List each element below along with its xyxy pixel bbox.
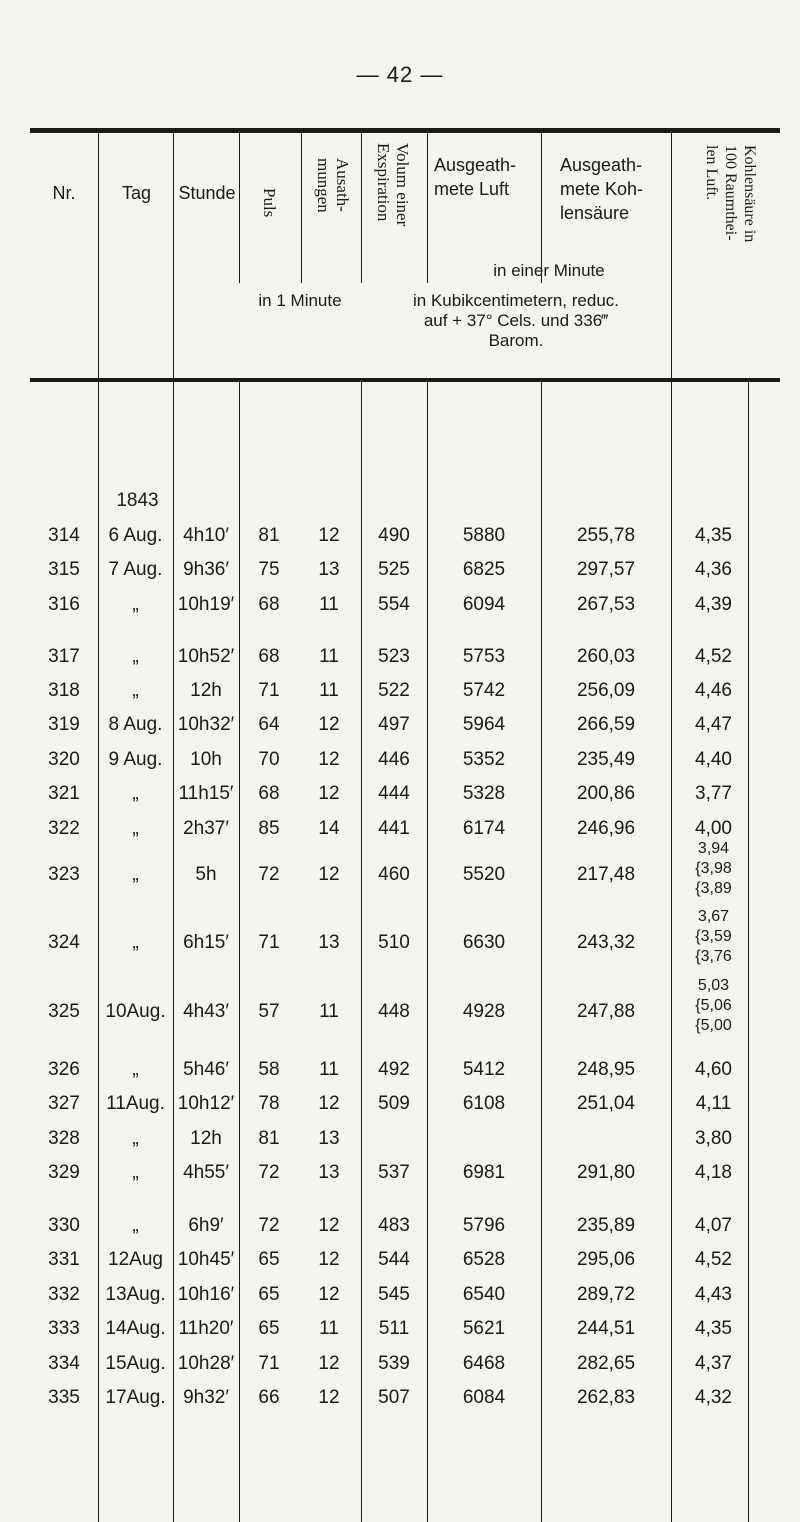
row-luft: 5796: [462, 1215, 506, 1236]
row-luft: 5964: [462, 714, 506, 735]
row-volum: 460: [378, 864, 410, 885]
row-ausathmungen: 13: [318, 1162, 340, 1183]
header-kohlensaeure: Ausgeath- mete Koh- lensäure: [560, 155, 644, 223]
row-nr: 327: [48, 1093, 80, 1114]
row-procent: 5,03 {5,06 {5,00: [695, 977, 732, 1034]
row-procent: 3,67 {3,59 {3,76: [695, 908, 732, 965]
row-luft: 5753: [462, 646, 506, 667]
header-ausathmungen: Ausath- mungen: [314, 158, 352, 213]
row-procent: 4,52: [695, 646, 732, 667]
row-tag: 9 Aug.: [108, 749, 163, 770]
row-puls: 64: [258, 714, 280, 735]
row-ausathmungen: 12: [318, 783, 340, 804]
row-tag: 14Aug.: [105, 1318, 166, 1339]
row-luft: 5412: [462, 1059, 506, 1080]
table-header: [30, 133, 780, 382]
header-kubikcentimetern: in Kubikcentimetern, reduc. auf + 37° Cels. und 336‴ Barom.: [413, 291, 619, 350]
row-stunde: 4h43′: [183, 1001, 229, 1022]
row-luft: 5328: [462, 783, 506, 804]
header-luft: Ausgeath- mete Luft: [434, 155, 517, 199]
row-puls: 66: [258, 1387, 280, 1408]
header-procent-cell: [671, 133, 780, 378]
table-row: [30, 1281, 780, 1309]
row-ausathmungen: 12: [318, 1249, 340, 1270]
row-kohlensaeure: 248,95: [576, 1059, 636, 1080]
row-volum: 522: [378, 680, 410, 701]
row-volum: 544: [378, 1249, 410, 1270]
row-tag: „: [132, 818, 139, 839]
row-ausathmungen: 12: [318, 749, 340, 770]
row-tag: „: [132, 1128, 139, 1149]
row-procent: 4,35: [695, 1318, 732, 1339]
row-kohlensaeure: 297,57: [576, 559, 636, 580]
row-puls: 71: [258, 932, 280, 953]
row-tag: 15Aug.: [105, 1353, 166, 1374]
row-tag: „: [132, 783, 139, 804]
row-tag: 7 Aug.: [108, 559, 163, 580]
row-luft: 5880: [462, 525, 506, 546]
row-tag: 11Aug.: [106, 1093, 165, 1114]
row-procent: 4,46: [695, 680, 732, 701]
row-puls: 78: [258, 1093, 280, 1114]
row-puls: 72: [258, 1215, 280, 1236]
row-volum: 510: [378, 932, 410, 953]
row-nr: 318: [48, 680, 80, 701]
row-procent: 3,77: [695, 783, 732, 804]
year-label: 1843: [116, 490, 159, 511]
row-stunde: 6h15′: [183, 932, 229, 953]
row-kohlensaeure: 266,59: [576, 714, 636, 735]
table-row: [30, 780, 780, 808]
row-luft: 4928: [462, 1001, 506, 1022]
row-tag: „: [132, 1059, 139, 1080]
row-kohlensaeure: 200,86: [576, 783, 636, 804]
page-number: — 42 —: [356, 62, 444, 87]
table-row: [30, 840, 780, 897]
row-puls: 68: [258, 594, 280, 615]
table-row: [30, 1384, 780, 1412]
row-luft: 6174: [462, 818, 506, 839]
table-row: [30, 908, 780, 965]
row-tag: „: [132, 680, 139, 701]
table-row: [30, 746, 780, 774]
table-row: [30, 1159, 780, 1187]
header-nr-cell: [30, 133, 98, 378]
header-ausathmungen-cell: [301, 133, 361, 283]
row-luft: 6084: [462, 1387, 506, 1408]
row-kohlensaeure: 246,96: [576, 818, 636, 839]
row-tag: „: [132, 864, 139, 885]
row-puls: 72: [258, 1162, 280, 1183]
row-ausathmungen: 14: [318, 818, 340, 839]
row-stunde: 12h: [190, 680, 222, 701]
table-row: [30, 977, 780, 1034]
row-ausathmungen: 11: [319, 646, 339, 667]
table-row: [30, 556, 780, 584]
row-kohlensaeure: 235,89: [576, 1215, 636, 1236]
row-stunde: 10h28′: [177, 1353, 235, 1374]
header-puls: Puls: [260, 188, 279, 218]
row-nr: 333: [48, 1318, 80, 1339]
row-volum: 523: [378, 646, 410, 667]
row-luft: 6981: [462, 1162, 506, 1183]
table-row: [30, 1212, 780, 1240]
row-volum: 525: [378, 559, 410, 580]
table-row: [30, 1315, 780, 1343]
table-row: [30, 1246, 780, 1274]
row-stunde: 5h: [195, 864, 217, 885]
row-stunde: 5h46′: [183, 1059, 229, 1080]
row-volum: 537: [378, 1162, 410, 1183]
row-tag: „: [132, 932, 139, 953]
row-volum: 441: [378, 818, 410, 839]
row-tag: 12Aug: [108, 1249, 163, 1270]
row-nr: 326: [48, 1059, 80, 1080]
row-procent: 4,36: [695, 559, 732, 580]
row-nr: 323: [48, 864, 80, 885]
row-puls: 81: [258, 1128, 280, 1149]
row-kohlensaeure: 295,06: [576, 1249, 636, 1270]
table-row: [30, 677, 780, 705]
row-procent: 4,37: [695, 1353, 732, 1374]
row-tag: 6 Aug.: [108, 525, 163, 546]
table-row: [30, 711, 780, 739]
row-nr: 324: [48, 932, 80, 953]
row-volum: 492: [378, 1059, 410, 1080]
header-stunde: Stunde: [178, 183, 236, 203]
row-procent: 3,94 {3,98 {3,89: [695, 840, 732, 897]
row-procent: 4,39: [695, 594, 732, 615]
row-tag: 13Aug.: [105, 1284, 166, 1305]
row-volum: 554: [378, 594, 410, 615]
row-puls: 70: [258, 749, 280, 770]
row-kohlensaeure: 243,32: [576, 932, 636, 953]
row-stunde: 11h15′: [178, 783, 234, 804]
row-luft: 5742: [462, 680, 506, 701]
row-volum: 490: [378, 525, 410, 546]
row-nr: 317: [48, 646, 80, 667]
header-tag-cell: [98, 133, 173, 378]
row-puls: 65: [258, 1249, 280, 1270]
row-stunde: 9h32′: [183, 1387, 229, 1408]
row-kohlensaeure: 282,65: [576, 1353, 636, 1374]
row-stunde: 4h55′: [183, 1162, 229, 1183]
row-procent: 3,80: [695, 1128, 732, 1149]
row-puls: 71: [258, 1353, 280, 1374]
row-nr: 332: [48, 1284, 80, 1305]
row-nr: 319: [48, 714, 80, 735]
row-procent: 4,40: [695, 749, 732, 770]
table-row: [30, 1125, 780, 1153]
row-nr: 321: [48, 783, 80, 804]
row-nr: 325: [48, 1001, 80, 1022]
row-stunde: 9h36′: [183, 559, 229, 580]
row-ausathmungen: 13: [318, 932, 340, 953]
row-volum: 446: [378, 749, 410, 770]
row-kohlensaeure: 260,03: [576, 646, 636, 667]
row-ausathmungen: 12: [318, 1353, 340, 1374]
row-volum: 545: [378, 1284, 410, 1305]
row-stunde: 10h16′: [177, 1284, 235, 1305]
header-volum: Volum einer Exspiration: [374, 143, 412, 227]
row-luft: 5520: [462, 864, 506, 885]
table-row: [30, 1056, 780, 1084]
row-procent: 4,35: [695, 525, 732, 546]
row-puls: 65: [258, 1318, 280, 1339]
row-puls: 72: [258, 864, 280, 885]
row-stunde: 10h52′: [177, 646, 235, 667]
row-ausathmungen: 11: [319, 680, 339, 701]
row-ausathmungen: 12: [318, 864, 340, 885]
row-kohlensaeure: 289,72: [576, 1284, 636, 1305]
row-stunde: 4h10′: [183, 525, 229, 546]
row-luft: 6630: [462, 932, 506, 953]
row-nr: 322: [48, 818, 80, 839]
row-nr: 330: [48, 1215, 80, 1236]
row-nr: 328: [48, 1128, 80, 1149]
row-tag: 10Aug.: [105, 1001, 166, 1022]
row-nr: 314: [48, 525, 80, 546]
row-luft: 6468: [462, 1353, 506, 1374]
row-stunde: 12h: [190, 1128, 222, 1149]
row-stunde: 10h: [190, 749, 222, 770]
row-tag: „: [132, 1215, 139, 1236]
row-procent: 4,18: [695, 1162, 732, 1183]
row-volum: 511: [378, 1318, 410, 1339]
row-procent: 4,00: [695, 818, 732, 839]
row-tag: 17Aug.: [105, 1387, 166, 1408]
row-puls: 68: [258, 646, 280, 667]
row-stunde: 11h20′: [178, 1318, 234, 1339]
row-volum: 444: [378, 783, 410, 804]
table-row: [30, 643, 780, 671]
row-luft: 6108: [462, 1093, 506, 1114]
table-row: [30, 591, 780, 619]
row-ausathmungen: 11: [319, 594, 339, 615]
row-procent: 4,60: [695, 1059, 732, 1080]
row-ausathmungen: 13: [318, 559, 340, 580]
table-row: [30, 522, 780, 550]
row-nr: 315: [48, 559, 80, 580]
table-row: [30, 1350, 780, 1378]
row-ausathmungen: 11: [319, 1318, 339, 1339]
row-tag: 8 Aug.: [108, 714, 163, 735]
row-volum: 509: [378, 1093, 410, 1114]
row-kohlensaeure: 235,49: [576, 749, 636, 770]
row-luft: 6540: [462, 1284, 506, 1305]
row-kohlensaeure: 251,04: [576, 1093, 636, 1114]
row-ausathmungen: 12: [318, 1093, 340, 1114]
row-nr: 335: [48, 1387, 80, 1408]
row-kohlensaeure: 262,83: [576, 1387, 636, 1408]
row-procent: 4,07: [695, 1215, 732, 1236]
row-volum: 539: [378, 1353, 410, 1374]
row-volum: 507: [378, 1387, 410, 1408]
row-tag: „: [132, 1162, 139, 1183]
header-stunde-cell: [173, 133, 239, 378]
row-tag: „: [132, 646, 139, 667]
row-stunde: 6h9′: [188, 1215, 224, 1236]
row-kohlensaeure: 217,48: [576, 864, 636, 885]
row-ausathmungen: 11: [319, 1059, 339, 1080]
row-luft: 6528: [462, 1249, 506, 1270]
row-procent: 4,43: [695, 1284, 732, 1305]
row-puls: 57: [258, 1001, 280, 1022]
header-in-1-minute: in 1 Minute: [258, 291, 342, 310]
header-volum-cell: [361, 133, 427, 283]
row-nr: 331: [48, 1249, 80, 1270]
row-ausathmungen: 12: [318, 1284, 340, 1305]
row-procent: 4,52: [695, 1249, 732, 1270]
row-puls: 68: [258, 783, 280, 804]
row-stunde: 10h45′: [177, 1249, 235, 1270]
row-ausathmungen: 12: [318, 1387, 340, 1408]
row-nr: 316: [48, 594, 80, 615]
row-ausathmungen: 12: [318, 714, 340, 735]
row-kohlensaeure: 291,80: [576, 1162, 636, 1183]
row-volum: 483: [378, 1215, 410, 1236]
header-puls-cell: [239, 133, 301, 283]
data-table: [30, 128, 780, 1522]
row-kohlensaeure: 247,88: [576, 1001, 636, 1022]
row-stunde: 2h37′: [183, 818, 229, 839]
row-procent: 4,11: [695, 1093, 732, 1114]
row-puls: 81: [258, 525, 280, 546]
row-nr: 329: [48, 1162, 80, 1183]
row-puls: 85: [258, 818, 280, 839]
row-volum: 448: [378, 1001, 410, 1022]
header-tag: Tag: [121, 183, 152, 203]
row-ausathmungen: 12: [318, 525, 340, 546]
row-ausathmungen: 13: [318, 1128, 340, 1149]
row-ausathmungen: 12: [318, 1215, 340, 1236]
row-stunde: 10h32′: [177, 714, 235, 735]
row-kohlensaeure: 267,53: [576, 594, 636, 615]
row-kohlensaeure: 244,51: [576, 1318, 636, 1339]
row-puls: 58: [258, 1059, 280, 1080]
row-luft: 6825: [462, 559, 506, 580]
row-nr: 320: [48, 749, 80, 770]
row-procent: 4,32: [695, 1387, 732, 1408]
header-in-einer-minute: in einer Minute: [493, 261, 605, 280]
row-stunde: 10h12′: [177, 1093, 235, 1114]
row-nr: 334: [48, 1353, 80, 1374]
row-luft: 5621: [462, 1318, 506, 1339]
row-kohlensaeure: 255,78: [576, 525, 636, 546]
table-row: [30, 815, 780, 843]
table-body: [30, 382, 780, 1522]
row-ausathmungen: 11: [319, 1001, 339, 1022]
row-puls: 71: [258, 680, 280, 701]
row-puls: 65: [258, 1284, 280, 1305]
row-luft: 6094: [462, 594, 506, 615]
row-luft: 5352: [462, 749, 506, 770]
row-procent: 4,47: [695, 714, 732, 735]
row-tag: „: [132, 594, 139, 615]
header-nr: Nr.: [52, 183, 76, 203]
header-procent: Kohlensäure in 100 Raumthei- len Luft.: [703, 145, 758, 243]
row-stunde: 10h19′: [177, 594, 235, 615]
row-volum: 497: [378, 714, 410, 735]
row-puls: 75: [258, 559, 280, 580]
table-row: [30, 1090, 780, 1118]
row-kohlensaeure: 256,09: [576, 680, 636, 701]
